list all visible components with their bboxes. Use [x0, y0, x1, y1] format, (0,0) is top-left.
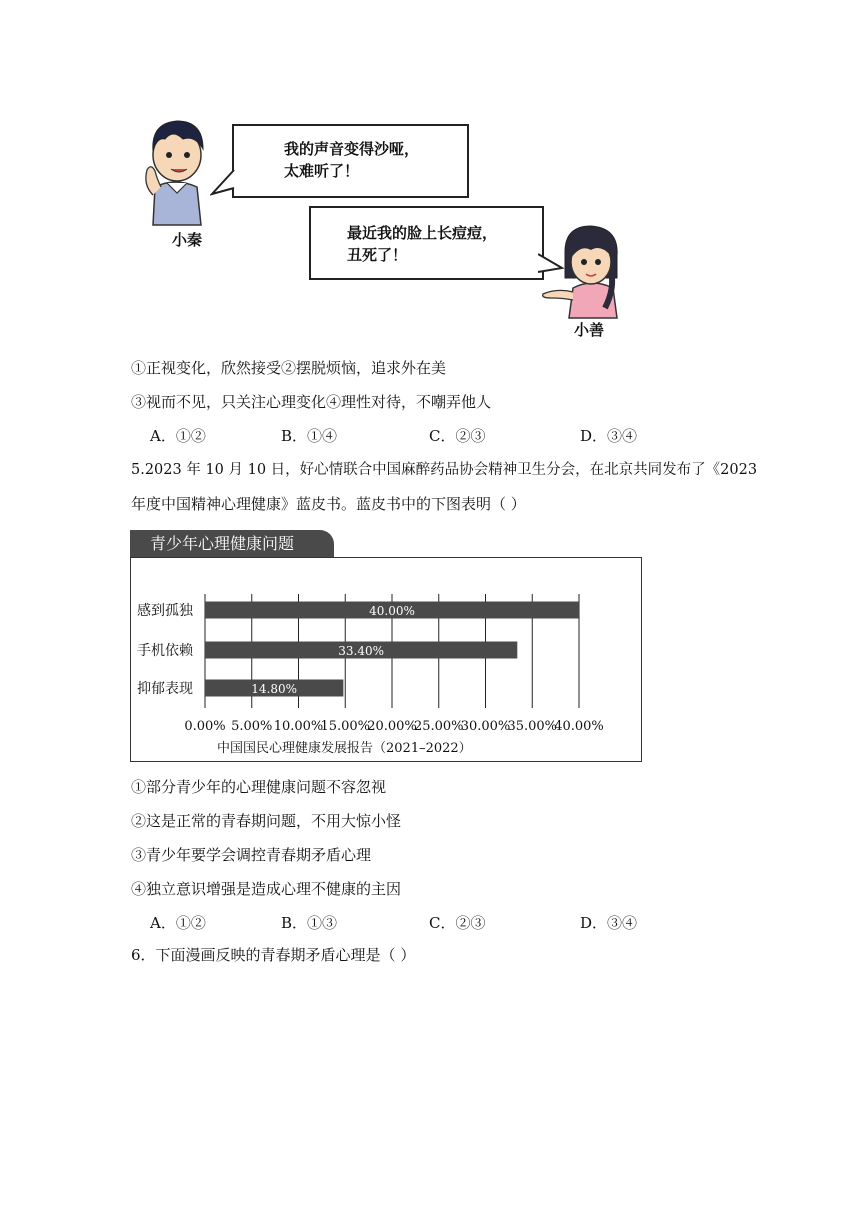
value-label: 40.00% [369, 604, 415, 618]
q5-statement-3: ③青少年要学会调控青春期矛盾心理 [131, 846, 372, 864]
chart-title: 青少年心理健康问题 [130, 530, 334, 557]
q5-statement-2: ②这是正常的青春期问题，不用大惊小怪 [131, 812, 402, 830]
q5-statement-1: ①部分青少年的心理健康问题不容忽视 [131, 778, 387, 796]
tick-label: 15.00% [320, 719, 371, 734]
value-label: 14.80% [251, 682, 298, 696]
q5-option-a[interactable]: A．①② [150, 914, 206, 932]
q5-stem-line-1: 5.2023 年 10 月 10 日，好心情联合中国麻醉药品协会精神卫生分会，在北京共同发布了《2023 [131, 462, 758, 478]
q4-statement-line-2: ③视而不见，只关注心理变化④理性对待，不嘲弄他人 [131, 393, 492, 411]
boy-speech-tail [210, 168, 236, 196]
boy-figure [135, 115, 215, 230]
q4-option-a[interactable]: A．①② [150, 427, 206, 445]
q5-option-c[interactable]: C．②③ [429, 914, 486, 932]
tick-label: 30.00% [460, 719, 511, 734]
boy-name-label: 小秦 [172, 231, 203, 249]
x-axis-label: 中国国民心理健康发展报告（2021–2022） [217, 741, 472, 756]
girl-speech-bubble [309, 206, 544, 280]
q4-option-c[interactable]: C．②③ [429, 427, 486, 445]
tick-label: 40.00% [554, 719, 604, 734]
q6-stem: 6．下面漫画反映的青春期矛盾心理是（ ） [131, 946, 416, 964]
bar-chart [131, 558, 641, 761]
boy-speech-text: 我的声音变得沙哑， 太难听了！ [284, 140, 420, 180]
chart-frame [130, 557, 642, 762]
category-label: 抑郁表现 [137, 681, 193, 697]
q5-option-b[interactable]: B．①③ [281, 914, 338, 932]
girl-name-label: 小善 [574, 321, 605, 339]
q4-statement-line-1: ①正视变化，欣然接受②摆脱烦恼，追求外在美 [131, 359, 447, 377]
q5-statement-4: ④独立意识增强是造成心理不健康的主因 [131, 880, 402, 898]
tick-label: 35.00% [507, 719, 558, 734]
category-label: 感到孤独 [137, 603, 193, 619]
category-label: 手机依赖 [137, 643, 193, 659]
q4-option-b[interactable]: B．①④ [281, 427, 338, 445]
girl-speech-text: 最近我的脸上长痘痘， 丑死了！ [347, 224, 498, 264]
tick-label: 20.00% [367, 719, 417, 734]
value-label: 33.40% [338, 644, 385, 658]
q5-option-d[interactable]: D．③④ [580, 914, 638, 932]
tick-label: 5.00% [231, 719, 273, 734]
q4-option-d[interactable]: D．③④ [580, 427, 638, 445]
q5-stem-line-2: 年度中国精神心理健康》蓝皮书。蓝皮书中的下图表明（ ） [131, 495, 526, 513]
tick-label: 0.00% [184, 719, 226, 734]
tick-label: 10.00% [273, 719, 324, 734]
tick-label: 25.00% [413, 719, 464, 734]
boy-speech-bubble [232, 124, 469, 198]
girl-figure [537, 222, 627, 320]
